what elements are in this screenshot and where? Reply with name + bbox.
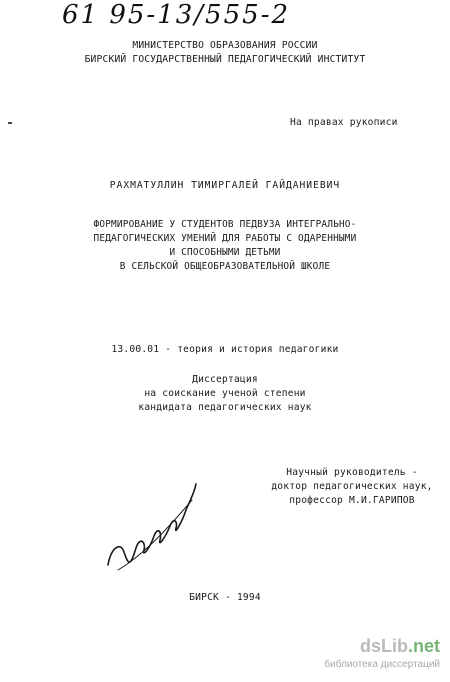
degree-line: Диссертация [192, 374, 258, 385]
title-line: В СЕЛЬСКОЙ ОБЩЕОБРАЗОВАТЕЛЬНОЙ ШКОЛЕ [119, 261, 331, 272]
author-name: РАХМАТУЛЛИН ТИМИРГАЛЕЙ ГАЙДАНИЕВИЧ [109, 180, 341, 191]
degree-line: на соискание ученой степени [144, 388, 306, 399]
dissertation-title [0, 218, 450, 274]
margin-mark [8, 122, 12, 124]
supervisor-line: доктор педагогических наук, [271, 481, 433, 492]
specialty-code: 13.00.01 - теория и история педагогики [111, 344, 339, 355]
handwritten-signature [98, 470, 208, 580]
institute-heading: БИРСКИЙ ГОСУДАРСТВЕННЫЙ ПЕДАГОГИЧЕСКИЙ ИНСТИТУТ [84, 54, 366, 65]
title-line: ПЕДАГОГИЧЕСКИХ УМЕНИЙ ДЛЯ РАБОТЫ С ОДАРЕННЫМИ [93, 233, 357, 244]
degree-statement [0, 373, 450, 415]
supervisor-line: профессор М.И.ГАРИПОВ [289, 495, 415, 506]
watermark-logo-suffix: .net [407, 636, 440, 656]
degree-line: кандидата педагогических наук [138, 402, 312, 413]
handwritten-archive-code: 61 95-13/555-2 [62, 0, 291, 30]
title-line: И СПОСОБНЫМИ ДЕТЬМИ [169, 247, 281, 258]
rights-note: На правах рукописи [290, 117, 398, 128]
supervisor-line: Научный руководитель - [286, 467, 418, 478]
watermark-logo [324, 636, 440, 657]
watermark-logo-prefix: dsLib [359, 636, 408, 656]
supervisor-block [262, 466, 442, 508]
title-line: ФОРМИРОВАНИЕ У СТУДЕНТОВ ПЕДВУЗА ИНТЕГРАЛЬНО- [93, 219, 357, 230]
watermark [324, 636, 440, 670]
place-and-year: БИРСК - 1994 [189, 592, 261, 603]
ministry-heading: МИНИСТЕРСТВО ОБРАЗОВАНИЯ РОССИИ [132, 40, 318, 51]
watermark-subtitle: библиотека диссертаций [324, 659, 440, 670]
